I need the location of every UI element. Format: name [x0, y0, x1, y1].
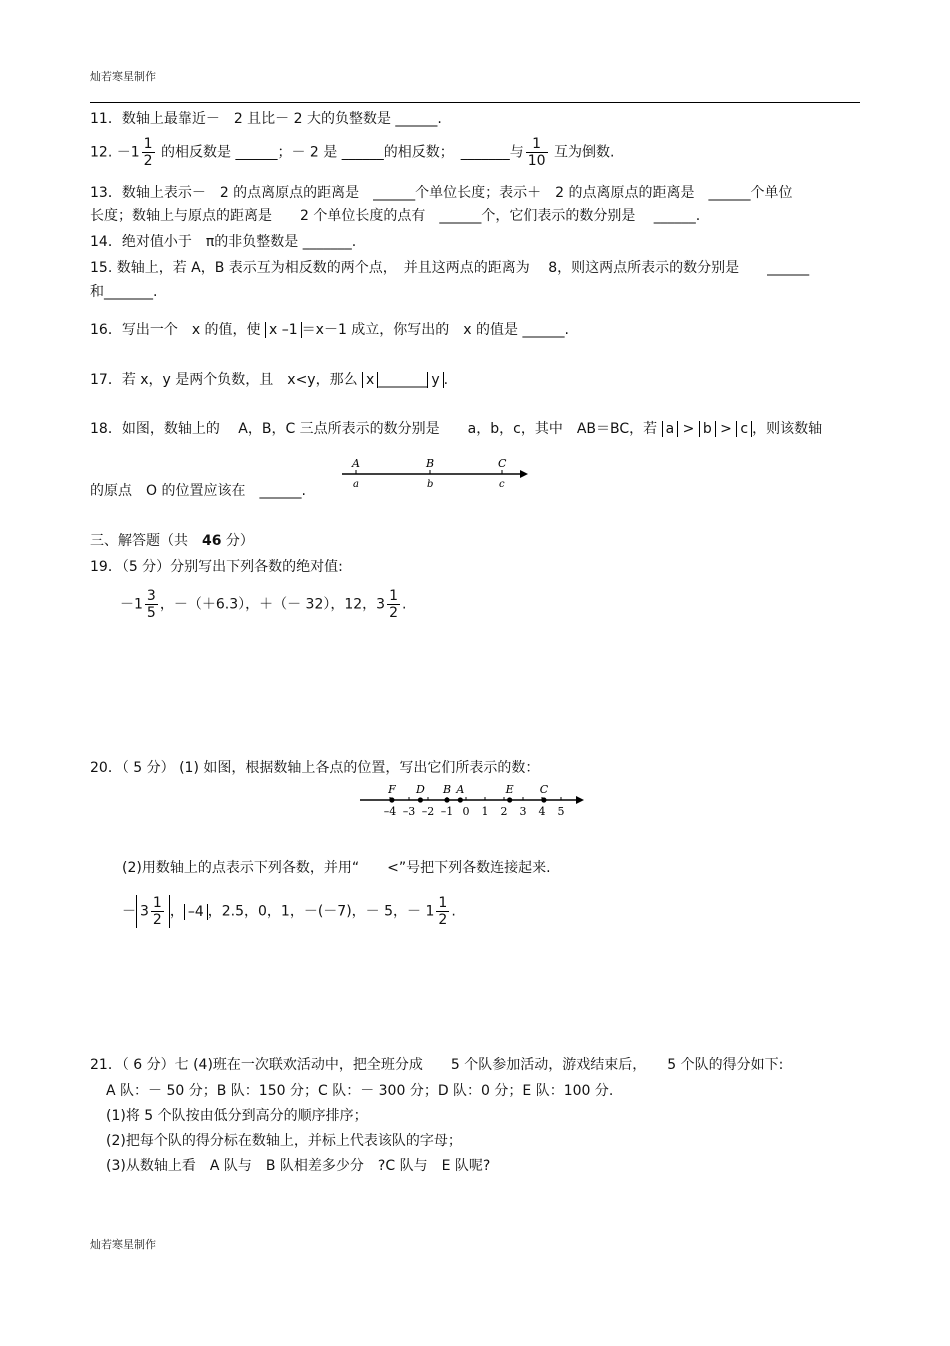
value-label-b: b — [427, 479, 434, 490]
fraction: $\frac{1}{2}$ — [438, 895, 448, 928]
question-15-line2: 和_______. — [90, 284, 158, 300]
point-dot — [444, 797, 449, 802]
absolute-value: b — [699, 421, 716, 437]
tick-label: –4 — [383, 805, 397, 818]
question-13-line2: 长度；数轴上与原点的距离是 2 个单位长度的点有 ______个，它们表示的数分别是 ______. — [90, 208, 701, 224]
point-label-c: C — [498, 457, 507, 470]
absolute-value: x –1 — [265, 322, 302, 338]
point-dot — [458, 797, 463, 802]
point-label: C — [539, 783, 549, 796]
question-18-line2: 的原点 O 的位置应该在 ______. — [90, 483, 306, 499]
absolute-value: y — [427, 372, 443, 388]
fraction: $\frac{1}{2}$ — [143, 136, 153, 169]
point-label: A — [456, 783, 465, 796]
question-14: 14．绝对值小于 π的非负整数是 _______. — [90, 234, 357, 250]
absolute-value: –4 — [184, 904, 208, 920]
question-18-line1: 18．如图，数轴上的 A，B，C 三点所表示的数分别是 a，b，c，其中 AB＝BC，若 a > b > c ，则该数轴 — [90, 421, 823, 437]
question-11: 11．数轴上最靠近－ 2 且比－ 2 大的负整数是 ______. — [90, 111, 442, 127]
question-21-scores: A 队：－ 50 分；B 队：150 分；C 队：－ 300 分；D 队：0 分；E 队：100 分. — [106, 1083, 614, 1099]
absolute-value: x — [362, 372, 378, 388]
question-19-title: 19．（5 分）分别写出下列各数的绝对值: — [90, 559, 343, 575]
value-label-c: c — [499, 479, 505, 490]
point-label-b: B — [426, 457, 435, 470]
tick-label: –2 — [421, 805, 435, 818]
tick-label: 3 — [519, 805, 527, 818]
axis-arrow — [576, 796, 584, 804]
fraction: $\frac{1}{10}$ — [527, 136, 546, 169]
question-17: 17．若 x，y 是两个负数，且 x<y，那么 x _______ y . — [90, 372, 449, 388]
value-label-a: a — [353, 479, 359, 490]
page-footer: 灿若寒星制作 — [90, 1238, 156, 1251]
question-19-expression: －1 $\frac{3}{5}$ ，－（＋6.3），＋（－ 32），12，3 $\frac{1}{2}$ . — [120, 588, 407, 621]
absolute-value: a — [662, 421, 679, 437]
point-label: E — [505, 783, 514, 796]
number-line-figure-18 — [338, 455, 530, 491]
question-20-expression: － 3 $\frac{1}{2}$ ， –4 ，2.5，0，1，－(－7)，－ 5，－ 1 $\frac{1}{2}$ . — [122, 895, 456, 928]
point-dot — [418, 797, 423, 802]
point-dot — [541, 797, 546, 802]
tick-label: –1 — [440, 805, 454, 818]
tick-label: 2 — [500, 805, 508, 818]
absolute-value: 3 $\frac{1}{2}$ — [136, 895, 170, 928]
question-20-sub2: (2)用数轴上的点表示下列各数，并用“ <”号把下列各数连接起来. — [122, 860, 551, 876]
page-header: 灿若寒星制作 — [90, 70, 156, 83]
header-rule — [90, 102, 860, 103]
question-21-sub1: (1)将 5 个队按由低分到高分的顺序排序； — [106, 1108, 368, 1124]
fraction: $\frac{1}{2}$ — [389, 588, 399, 621]
tick-label: –3 — [402, 805, 416, 818]
tick-label: 4 — [538, 805, 546, 818]
question-21-sub3: (3)从数轴上看 A 队与 B 队相差多少分 ?C 队与 E 队呢? — [106, 1158, 491, 1174]
tick-label: 5 — [557, 805, 565, 818]
point-label-a: A — [352, 457, 360, 470]
question-12: 12. －1 $\frac{1}{2}$ 的相反数是 ______；－ 2 是 ______的相反数； _______与 $\frac{1}{10}$ 互为倒数. — [90, 136, 615, 169]
number-line-figure-20 — [358, 780, 586, 822]
point-label: B — [442, 783, 452, 796]
fraction: $\frac{3}{5}$ — [146, 588, 156, 621]
point-dot — [507, 797, 512, 802]
question-21-sub2: (2)把每个队的得分标在数轴上，并标上代表该队的字母； — [106, 1133, 462, 1149]
tick-label: 1 — [481, 805, 489, 818]
question-13-line1: 13．数轴上表示－ 2 的点离原点的距离是 ______个单位长度；表示＋ 2 的点离原点的距离是 ______个单位 — [90, 185, 793, 201]
question-15-line1: 15. 数轴上，若 A，B 表示互为相反数的两个点， 并且这两点的距离为 8，则这两点所表示的数分别是 ______ — [90, 260, 810, 276]
point-dot — [389, 797, 394, 802]
point-label: F — [388, 783, 396, 796]
question-20-title: 20．（ 5 分） (1) 如图，根据数轴上各点的位置，写出它们所表示的数： — [90, 760, 540, 776]
question-16: 16．写出一个 x 的值，使 x –1 ＝x－1 成立，你写出的 x 的值是 ______. — [90, 322, 569, 338]
absolute-value: c — [736, 421, 752, 437]
point-label: D — [415, 783, 425, 796]
section-3-heading: 三、解答题（共 46 分） — [90, 533, 254, 549]
question-21-title: 21．（ 6 分）七 (4)班在一次联欢活动中，把全班分成 5 个队参加活动，游戏结束后， 5 个队的得分如下: — [90, 1057, 784, 1073]
fraction: $\frac{1}{2}$ — [152, 895, 162, 928]
tick-label: 0 — [462, 805, 470, 818]
